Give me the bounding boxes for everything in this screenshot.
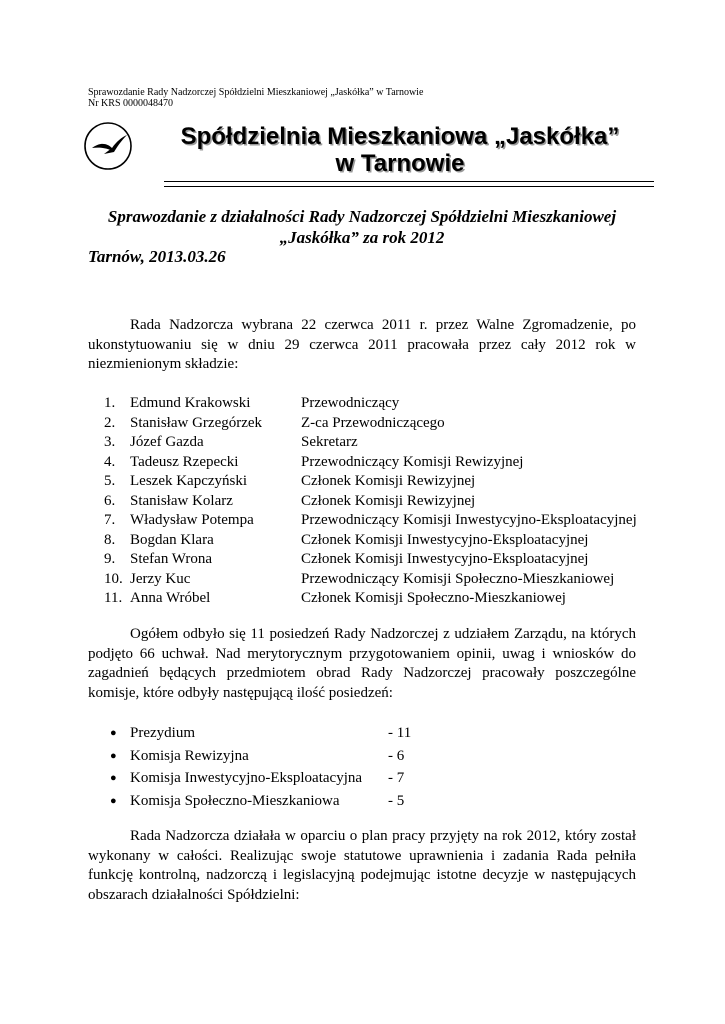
- member-name: Leszek Kapczyński: [130, 473, 248, 489]
- bullet-dot-icon: ●: [110, 749, 117, 762]
- member-role: Członek Komisji Inwestycyjno-Eksploatacyjnej: [301, 551, 589, 567]
- member-role: Członek Komisji Rewizyjnej: [301, 492, 476, 509]
- committee-meeting-count: - 11: [388, 725, 412, 741]
- member-role: Członek Komisji Rewizyjnej: [301, 473, 476, 489]
- bullet-dot-icon: ●: [110, 727, 117, 739]
- organization-name-line2: w Tarnowie: [335, 150, 465, 177]
- member-role: Sekretarz: [301, 434, 358, 450]
- document-title: [88, 206, 636, 248]
- member-number: 9.: [104, 551, 116, 567]
- member-row: [88, 570, 648, 590]
- member-number: 7.: [104, 512, 116, 528]
- organization-name-line1: Spółdzielnia Mieszkaniowa „Jaskółka”: [180, 123, 620, 150]
- member-row: [88, 589, 648, 609]
- paragraph-composition-text: Rada Nadzorcza wybrana 22 czerwca 2011 r. przez Walne Zgromadzenie, po ukonstytuowaniu się w dniu 29 czerwca 2011 pracowała przez cały 2012 rok w niezmienionym składzie:: [88, 317, 636, 372]
- paragraph-meetings: [88, 625, 636, 703]
- member-name: Bogdan Klara: [130, 531, 214, 548]
- member-row: [88, 472, 648, 492]
- member-name: Władysław Potempa: [130, 512, 254, 528]
- running-header-title: Sprawozdanie Rady Nadzorczej Spółdzielni Mieszkaniowej „Jaskółka” w Tarnowie: [88, 87, 424, 98]
- paragraph-activity: [88, 827, 636, 905]
- member-name: Stanisław Grzegórzek: [130, 414, 263, 431]
- committee-meeting-count: - 7: [388, 770, 405, 786]
- member-number: 1.: [104, 395, 116, 411]
- document-date: Tarnów, 2013.03.26: [88, 247, 226, 266]
- member-name: Józef Gazda: [130, 434, 204, 450]
- member-role: Przewodniczący Komisji Rewizyjnej: [301, 453, 524, 470]
- committee-name: Prezydium: [130, 725, 195, 741]
- member-name: Tadeusz Rzepecki: [130, 453, 239, 470]
- organization-name: [130, 123, 670, 177]
- members-list: [88, 394, 648, 609]
- member-name: Jerzy Kuc: [130, 570, 191, 587]
- running-header: [88, 87, 423, 109]
- swallow-logo-icon: [83, 121, 133, 171]
- member-number: 11.: [104, 590, 123, 606]
- paragraph-meetings-text: Ogółem odbyło się 11 posiedzeń Rady Nadzorczej z udziałem Zarządu, na których podjęto 66 uchwał. Nad merytorycznym przygotowaniem opinii, uwag i wniosków do zagadnień będących przedmiotem obrad Rady Nadzorczej pracowały poszczególne komisje, które odbyły następującą ilość posiedzeń:: [88, 626, 636, 701]
- bullet-dot-icon: ●: [110, 794, 117, 807]
- member-role: Przewodniczący Komisji Społeczno-Mieszkaniowej: [301, 570, 615, 587]
- member-role: Członek Komisji Inwestycyjno-Eksploatacyjnej: [301, 531, 589, 548]
- member-role: Przewodniczący Komisji Inwestycyjno-Eksploatacyjnej: [301, 512, 637, 528]
- member-role: Członek Komisji Społeczno-Mieszkaniowej: [301, 590, 566, 606]
- committee-meeting-count: - 5: [388, 792, 405, 809]
- member-name: Anna Wróbel: [130, 590, 211, 606]
- member-number: 6.: [104, 492, 116, 509]
- member-name: Edmund Krakowski: [130, 395, 251, 411]
- document-title-line2: „Jaskółka” za rok 2012: [279, 228, 445, 247]
- member-row: [88, 453, 648, 473]
- member-name: Stanisław Kolarz: [130, 492, 233, 509]
- member-row: [88, 511, 648, 531]
- bullet-dot-icon: ●: [110, 772, 117, 784]
- paragraph-composition: [88, 316, 636, 375]
- member-row: [88, 531, 648, 551]
- member-role: Z-ca Przewodniczącego: [301, 414, 445, 431]
- member-row: [88, 433, 648, 453]
- committee-meeting-count: - 6: [388, 747, 405, 764]
- member-row: [88, 414, 648, 434]
- member-number: 4.: [104, 453, 116, 470]
- committee-row: [88, 722, 648, 745]
- member-role: Przewodniczący: [301, 395, 400, 411]
- member-number: 3.: [104, 434, 116, 450]
- running-header-krs: Nr KRS 0000048470: [88, 98, 174, 109]
- member-number: 2.: [104, 414, 116, 431]
- committee-name: Komisja Społeczno-Mieszkaniowa: [130, 792, 340, 809]
- double-rule-divider: [164, 181, 654, 187]
- committee-row: [88, 790, 648, 813]
- document-title-line1: Sprawozdanie z działalności Rady Nadzorczej Spółdzielni Mieszkaniowej: [107, 207, 617, 226]
- committee-name: Komisja Inwestycyjno-Eksploatacyjna: [130, 770, 363, 786]
- member-row: [88, 394, 648, 414]
- member-number: 5.: [104, 473, 116, 489]
- committee-row: [88, 767, 648, 790]
- member-row: [88, 550, 648, 570]
- member-row: [88, 492, 648, 512]
- member-name: Stefan Wrona: [130, 551, 213, 567]
- paragraph-activity-text: Rada Nadzorcza działała w oparciu o plan pracy przyjęty na rok 2012, który został wykonany w całości. Realizując swoje statutowe uprawnienia i zadania Rada pełniła funkcję kontrolną, nadzorczą i legislacyjną podejmując istotne decyzje w następujących obszarach działalności Spółdzielni:: [88, 828, 636, 903]
- member-number: 10.: [104, 570, 123, 587]
- committee-row: [88, 745, 648, 768]
- committee-name: Komisja Rewizyjna: [130, 747, 249, 764]
- committees-list: [88, 722, 648, 812]
- member-number: 8.: [104, 531, 116, 548]
